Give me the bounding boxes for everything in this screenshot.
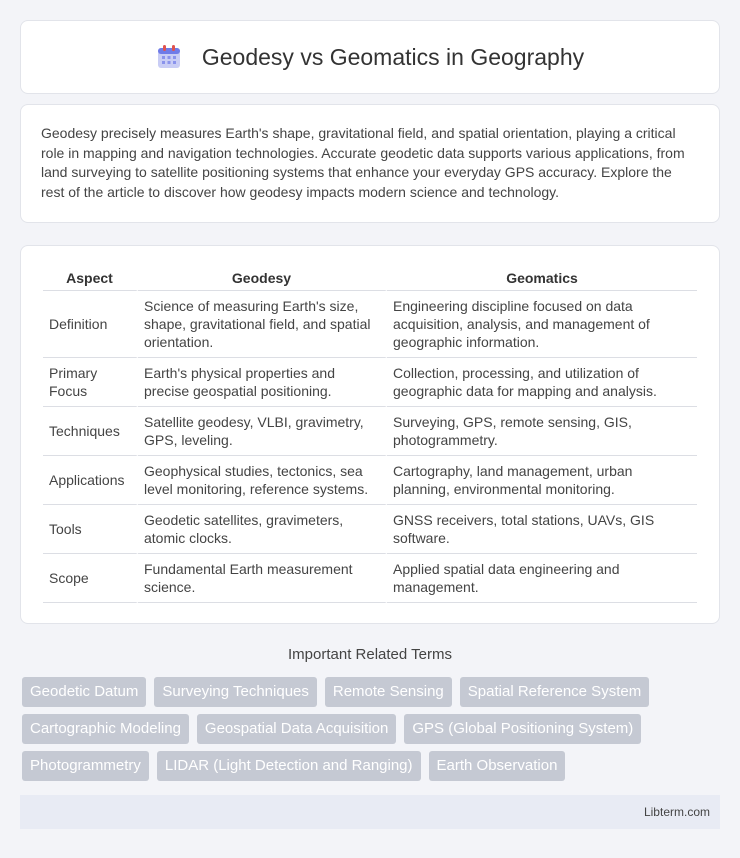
table-row — [43, 407, 697, 456]
cell-aspect: Techniques — [43, 407, 138, 456]
related-term-tag[interactable]: Surveying Techniques — [154, 677, 316, 707]
intro-text: Geodesy precisely measures Earth's shape, gravitational field, and spatial orientation, playing a critical role in mapping and navigation technologies. Accurate geodetic data supports various applications, from land surveying to satellite positioning systems that enhance your everyday GPS accuracy. Explore the rest of the article to discover how geodesy impacts modern science and technology. — [41, 125, 685, 200]
related-terms-list — [22, 677, 720, 781]
cell-aspect: Applications — [43, 456, 138, 505]
cell-geodesy: Science of measuring Earth's size, shape, gravitational field, and spatial orientation. — [138, 291, 387, 358]
cell-geomatics: Collection, processing, and utilization of geographic data for mapping and analysis. — [387, 358, 697, 407]
related-term-tag[interactable]: Geodetic Datum — [22, 677, 146, 707]
table-row — [43, 505, 697, 554]
calendar-icon — [156, 44, 182, 70]
cell-aspect: Primary Focus — [43, 358, 138, 407]
cell-geomatics: Cartography, land management, urban planning, environmental monitoring. — [387, 456, 697, 505]
comparison-table — [43, 266, 697, 603]
related-term-tag[interactable]: Photogrammetry — [22, 751, 149, 781]
footer-brand: Libterm.com — [643, 805, 710, 819]
page-header — [20, 20, 720, 94]
related-terms-title: Important Related Terms — [288, 646, 452, 663]
related-term-tag[interactable]: Spatial Reference System — [460, 677, 649, 707]
cell-geodesy: Geophysical studies, tectonics, sea level monitoring, reference systems. — [138, 456, 387, 505]
comparison-table-card — [20, 245, 720, 624]
cell-geomatics: Surveying, GPS, remote sensing, GIS, photogrammetry. — [387, 407, 697, 456]
related-term-tag[interactable]: Remote Sensing — [325, 677, 452, 707]
header-aspect: Aspect — [43, 266, 138, 291]
table-row — [43, 456, 697, 505]
related-term-tag[interactable]: LIDAR (Light Detection and Ranging) — [157, 751, 421, 781]
related-term-tag[interactable]: Geospatial Data Acquisition — [197, 714, 396, 744]
cell-aspect: Tools — [43, 505, 138, 554]
footer — [20, 795, 720, 829]
cell-geodesy: Geodetic satellites, gravimeters, atomic clocks. — [138, 505, 387, 554]
intro-section — [20, 104, 720, 223]
page-title: Geodesy vs Geomatics in Geography — [201, 43, 585, 70]
related-term-tag[interactable]: Earth Observation — [429, 751, 566, 781]
table-row — [43, 358, 697, 407]
cell-geodesy: Earth's physical properties and precise geospatial positioning. — [138, 358, 387, 407]
cell-geomatics: GNSS receivers, total stations, UAVs, GIS software. — [387, 505, 697, 554]
header-geomatics: Geomatics — [387, 266, 697, 291]
cell-geodesy: Fundamental Earth measurement science. — [138, 554, 387, 603]
cell-geodesy: Satellite geodesy, VLBI, gravimetry, GPS, leveling. — [138, 407, 387, 456]
cell-geomatics: Engineering discipline focused on data acquisition, analysis, and management of geographic information. — [387, 291, 697, 358]
cell-geomatics: Applied spatial data engineering and management. — [387, 554, 697, 603]
related-term-tag[interactable]: GPS (Global Positioning System) — [404, 714, 641, 744]
table-row — [43, 554, 697, 603]
related-term-tag[interactable]: Cartographic Modeling — [22, 714, 189, 744]
table-row — [43, 291, 697, 358]
cell-aspect: Scope — [43, 554, 138, 603]
table-header-row — [43, 266, 697, 291]
cell-aspect: Definition — [43, 291, 138, 358]
header-geodesy: Geodesy — [138, 266, 387, 291]
